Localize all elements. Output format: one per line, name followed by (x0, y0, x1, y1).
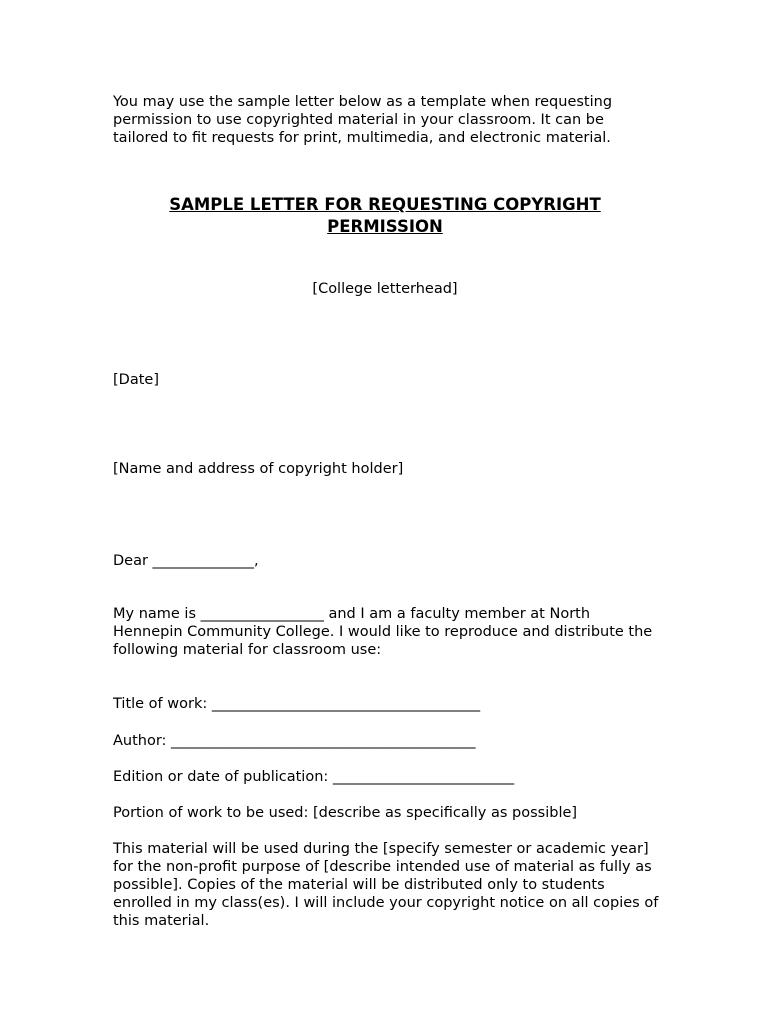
title-of-work-line: Title of work: _____________________________________ (113, 696, 481, 712)
edition-line: Edition or date of publication: _________________________ (113, 769, 515, 785)
letter-title: SAMPLE LETTER FOR REQUESTING COPYRIGHT PERMISSION (169, 195, 601, 236)
salutation: Dear ______________, (113, 553, 259, 569)
usage-paragraph: This material will be used during the [specify semester or academic year] for the non-profit purpose of [describe intended use of material as fully as possible]. Copies of the material will be distributed only to students enrolled in my class(es). I will include your copyright notice on all copies of this material. (113, 841, 659, 929)
author-line: Author: __________________________________________ (113, 733, 476, 749)
portion-line: Portion of work to be used: [describe as specifically as possible] (113, 805, 578, 821)
introduction-paragraph: My name is _________________ and I am a faculty member at North Hennepin Community College. I would like to reproduce and distribute the following material for classroom use: (113, 606, 653, 658)
holder-placeholder: [Name and address of copyright holder] (113, 461, 404, 477)
intro-paragraph: You may use the sample letter below as a template when requesting permission to use copyrighted material in your classroom. It can be tailored to fit requests for print, multimedia, and electronic material. (113, 94, 613, 146)
letterhead-placeholder: [College letterhead] (312, 281, 458, 297)
date-placeholder: [Date] (113, 372, 159, 388)
